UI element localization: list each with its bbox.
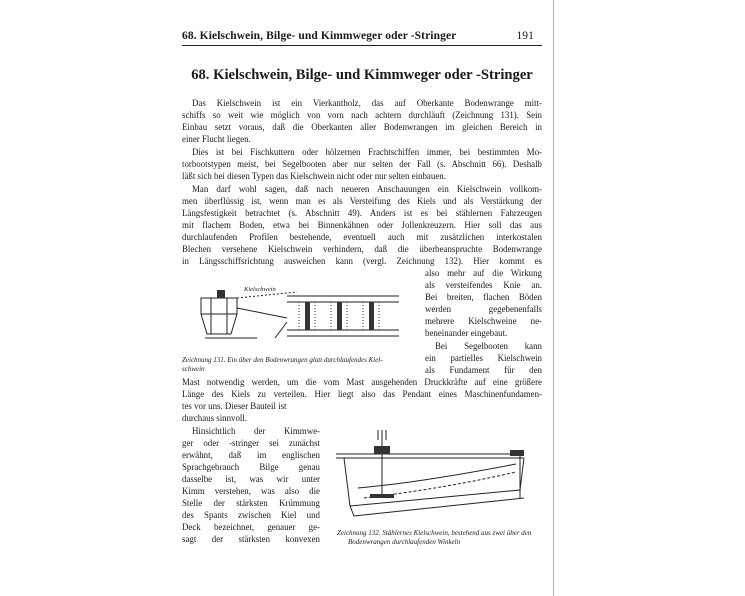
- body-line: tes vor uns. Dieser Bauteil ist: [182, 401, 287, 411]
- body-line: sagt der stärksten konvexen: [182, 534, 320, 544]
- body-line: Man darf wohl sagen, daß nach neueren Anschauungen ein Kielschwein vollkom-: [192, 184, 542, 194]
- body-line: also mehr auf die Wirkung: [425, 268, 542, 278]
- figure-132-caption: Bodenwrangen durchlaufenden Winkeln: [348, 538, 461, 546]
- body-line: durchlaufenden Profilen bestehende, eventuell auch mit zusätzlichen interkostalen: [182, 232, 542, 242]
- body-line: ein partielles Kielschwein: [425, 353, 542, 363]
- body-line: als versteifendes Knie an.: [425, 280, 542, 290]
- body-line: mit flachem Boden, etwa bei Binnenkähnen oder Jollenkreuzern. Hier soll das aus: [182, 220, 542, 230]
- body-line: Blechen versehene Kielschwein verhindern, daß die überbeanspruchte Bodenwrange: [182, 244, 542, 254]
- body-line: als Fundament für den: [425, 365, 542, 375]
- body-line: läßt sich bei diesen Typen das Kielschwein nicht oder nur selten einbauen.: [182, 171, 446, 181]
- body-line: ger oder -stringer sei zunächst: [182, 438, 320, 448]
- body-line: durchaus sinnvoll.: [182, 413, 248, 423]
- figure-131-caption: Zeichnung 131. Ein über den Bodenwrangen glatt durchlaufendes Kiel-: [182, 356, 383, 364]
- figure-131-label: Kielschwein: [244, 286, 276, 293]
- section-title: 68. Kielschwein, Bilge- und Kimmweger oder -Stringer: [191, 67, 533, 83]
- body-line: erwähnt, daß im englischen: [182, 450, 320, 460]
- body-line: Längsfestigkeit betrachtet (s. Abschnitt 49). Anders ist es bei stählernen Fahrzeugen: [182, 208, 542, 218]
- body-line: mehrere Kielschweine ne-: [425, 316, 542, 326]
- running-head: [182, 28, 542, 46]
- body-line: beneinander eingebaut.: [425, 328, 508, 338]
- figure-132-drawing: [334, 428, 539, 523]
- page-number: 191: [516, 30, 534, 42]
- body-line: Bei breiten, flachen Böden: [425, 292, 542, 302]
- body-line: Mast notwendig werden, um die vom Mast ausgehenden Druckkräfte auf eine größere: [182, 377, 542, 387]
- body-line: Kimm verstehen, was also die: [182, 486, 320, 496]
- body-line: Stelle der stärksten Krümmung: [182, 498, 320, 508]
- body-line: in Längsschiffsrichtung ausweichen kann (vergl. Zeichnung 132). Hier kommt es: [182, 256, 542, 266]
- body-line: Deck bezeichnet, genauer ge-: [182, 522, 320, 532]
- header-rule: [182, 45, 542, 46]
- body-line: des Spants zwischen Kiel und: [182, 510, 320, 520]
- body-line: einer Flucht liegen.: [182, 134, 251, 144]
- body-line: Hinsichtlich der Kimmwe-: [192, 426, 320, 436]
- body-line: Das Kielschwein ist ein Vierkantholz, das auf Oberkante Bodenwrange mitt-: [192, 98, 542, 108]
- body-line: dasselbe ist, was wir unter: [182, 474, 320, 484]
- body-line: Sprachgebrauch Bilge genau: [182, 462, 320, 472]
- body-line: Bei Segelbooten kann: [435, 341, 542, 351]
- figure-131-drawing: [187, 278, 417, 358]
- body-line: schiffs so weit wie möglich von vorn nach achtern durchläuft (Zeichnung 131). Sein: [182, 110, 542, 120]
- body-line: men überflüssig ist, wenn man es als Versteifung des Kiels und als Verstärkung der: [182, 196, 542, 206]
- running-title: 68. Kielschwein, Bilge- und Kimmweger oder -Stringer: [182, 30, 457, 42]
- figure-132-caption: Zeichnung 132. Stählernes Kielschwein, bestehend aus zwei über den: [337, 529, 532, 537]
- body-line: Länge des Kiels zu verteilen. Hier liegt also das Pendant eines Maschinenfundamen-: [182, 389, 542, 399]
- figure-131-caption: schwein: [182, 365, 205, 373]
- body-line: Einbau setzt voraus, daß die Oberkanten aller Bodenwrangen im gleichen Bereich in: [182, 122, 542, 132]
- page-edge-line: [553, 0, 554, 596]
- body-line: Dies ist bei Fischkuttern oder hölzernen Frachtschiffen immer, bei bestimmten Mo-: [192, 147, 542, 157]
- body-line: torbootstypen meist, bei Segelbooten aber nur selten der Fall (s. Abschnitt 66). Deshalb: [182, 159, 542, 169]
- body-line: werden gegebenenfalls: [425, 304, 542, 314]
